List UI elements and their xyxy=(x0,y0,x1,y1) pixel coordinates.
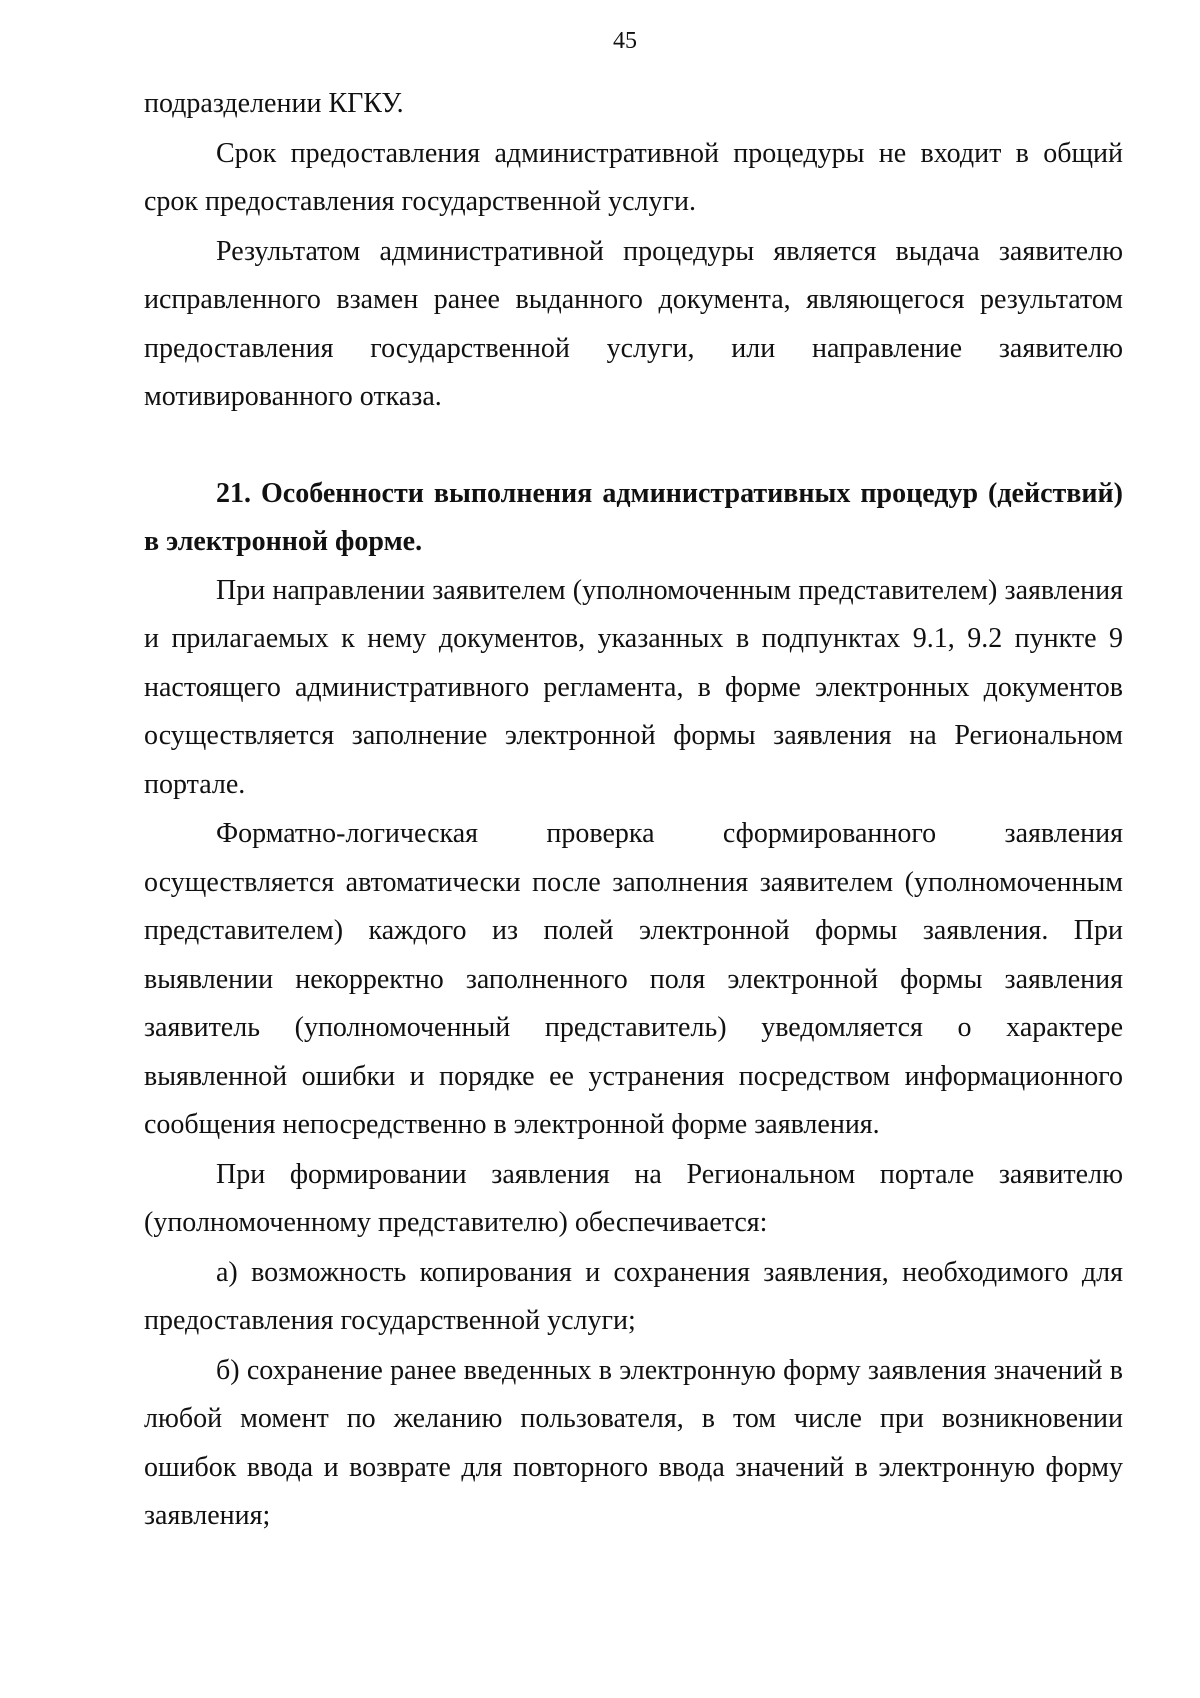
page-number: 45 xyxy=(613,28,637,54)
list-item-b: б) сохранение ранее введенных в электронную форму заявления значений в любой момент по желанию пользователя, в том числе при возникновении ошибок ввода и возврате для повторного ввода значений в электронную форму заявления; xyxy=(144,1354,1123,1531)
paragraph-format-check: Форматно-логическая проверка сформированного заявления осуществляется автоматически после заполнения заявителем (уполномоченным представителем) каждого из полей электронной формы заявления. При выявлении некорректно заполненного поля электронной формы заявления заявитель (уполномоченный представитель) уведомляется о характере выявленной ошибки и порядке ее устранения посредством информационного сообщения непосредственно в электронной форме заявления. xyxy=(144,818,1123,1140)
document-body xyxy=(144,80,1123,1541)
paragraph-procedure-term: Срок предоставления административной процедуры не входит в общий срок предоставления государственной услуги. xyxy=(144,137,1123,217)
paragraph-portal-provisions: При формировании заявления на Региональном портале заявителю (уполномоченному представителю) обеспечивается: xyxy=(144,1158,1123,1238)
list-item-a: а) возможность копирования и сохранения заявления, необходимого для предоставления государственной услуги; xyxy=(144,1256,1123,1336)
paragraph-electronic-submission: При направлении заявителем (уполномоченным представителем) заявления и прилагаемых к нему документов, указанных в подпунктах 9.1, 9.2 пункте 9 настоящего административного регламента, в форме электронных документов осуществляется заполнение электронной формы заявления на Региональном портале. xyxy=(144,574,1123,800)
section-heading-21: 21. Особенности выполнения административных процедур (действий) в электронной форме. xyxy=(144,477,1123,557)
paragraph-procedure-result: Результатом административной процедуры является выдача заявителю исправленного взамен ранее выданного документа, являющегося результатом предоставления государственной услуги, или направление заявителю мотивированного отказа. xyxy=(144,235,1123,412)
paragraph-continuation: подразделении КГКУ. xyxy=(144,88,404,119)
